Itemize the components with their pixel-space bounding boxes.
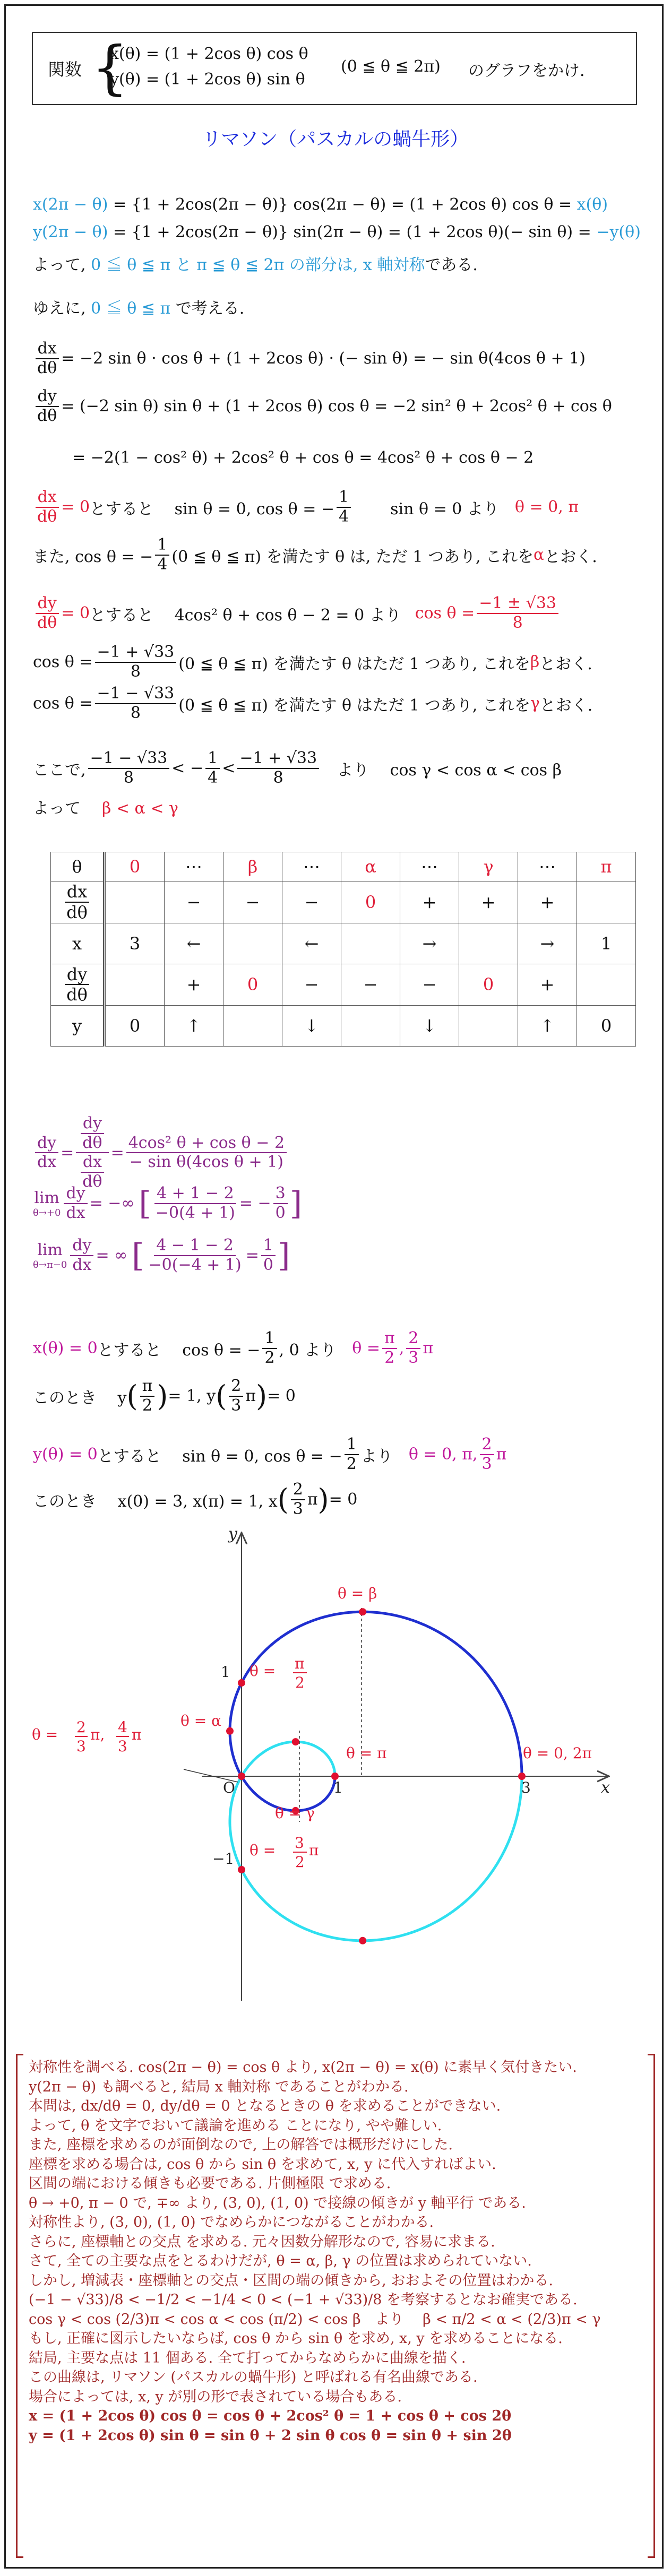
label-theta-alpha: θ = α bbox=[180, 1712, 222, 1730]
beta-line-1: $\frac{dy}{d\theta}$ = 0 とすると 4cos² θ + cos θ − 2 = 0 より cos θ = $\frac{-1 \pm √33}{8}$ bbox=[33, 594, 561, 632]
beta-line-2: cos θ = $\frac{-1 + √33}{8}$ (0 ≦ θ ≦ π) を満たす θ はただ 1 つあり, これを β とおく. bbox=[33, 643, 592, 681]
note-line: さて, 全ての主要な点をとるわけだが, θ = α, β, γ の位置は求められていない. bbox=[29, 2253, 532, 2269]
table-row-dx: $\frac{dx}{d\theta}$ − − − 0 + + + bbox=[51, 881, 636, 923]
sym-line-3: よって, 0 ≦ θ ≦ π と π ≦ θ ≦ 2π の部分は, x 軸対称である. bbox=[33, 256, 478, 274]
label-32-n: 3 bbox=[295, 1834, 304, 1852]
axis-label-x: x bbox=[601, 1778, 610, 1797]
alpha-line-1: $\frac{dx}{d\theta}$ = 0 とすると sin θ = 0, cos θ = − $\frac{1}{4}$ sin θ = 0 より θ = 0, π bbox=[33, 488, 579, 526]
note-line: cos γ < cos (2/3)π < cos α < cos (π/2) < cos β より β < π/2 < α < (2/3)π < γ bbox=[29, 2311, 601, 2328]
note-line: さらに, 座標軸との交点 を求める. 元々因数分解形なので, 容易に求まる. bbox=[29, 2233, 495, 2250]
label-23-pi2: π bbox=[132, 1726, 142, 1743]
deriv-dy: $\frac{dy}{d\theta}$ = (−2 sin θ) sin θ + (1 + 2cos θ) cos θ = −2 sin² θ + 2cos² θ + cos θ bbox=[33, 387, 612, 425]
note-line: 座標を求める場合は, cos θ から sin θ を求めて, x, y に代入すればよい. bbox=[29, 2156, 496, 2173]
note-line: 対称性より, (3, 0), (1, 0) でなめらかにつながることがわかる. bbox=[29, 2214, 434, 2231]
note-line: y = (1 + 2cos θ) sin θ = sin θ + 2 sin θ cos θ = sin θ + sin 2θ bbox=[29, 2427, 512, 2444]
problem-eq-x: x(θ) = (1 + 2cos θ) cos θ bbox=[110, 45, 308, 63]
note-line: (−1 − √33)/8 < −1/2 < −1/4 < 0 < (−1 + √33)/8 を考察するとなお確実である. bbox=[29, 2292, 578, 2308]
key-point bbox=[292, 1738, 299, 1745]
key-point bbox=[359, 1937, 366, 1944]
note-line: よって, θ を文字でおいて議論を進める ことになり, やや難しい. bbox=[29, 2117, 442, 2134]
tick-3-x: 3 bbox=[521, 1779, 531, 1796]
yzero-line-1: y(θ) = 0 とすると sin θ = 0, cos θ = − $\frac{1}{2}$ より θ = 0, π, $\frac{2}{3}$ π bbox=[33, 1435, 507, 1473]
note-line: 場合によっては, x, y が別の形で表されている場合もある. bbox=[29, 2388, 402, 2405]
table-row-y: y 0 ↑ ↓ ↓ ↑ 0 bbox=[51, 1006, 636, 1047]
brace-icon: { bbox=[91, 33, 128, 101]
sym-line-4: ゆえに, 0 ≦ θ ≦ π で考える. bbox=[33, 299, 245, 318]
label-theta-gamma: θ = γ bbox=[275, 1804, 315, 1822]
variation-table bbox=[50, 852, 636, 1047]
origin-label: O bbox=[223, 1779, 235, 1796]
label-theta-23: θ = bbox=[32, 1726, 58, 1743]
sym-line-1: x(2π − θ) = {1 + 2cos(2π − θ)} cos(2π − θ) = (1 + 2cos θ) cos θ = x(θ) bbox=[33, 195, 608, 214]
xzero-line-1: x(θ) = 0 とすると cos θ = − $\frac{1}{2}$ , 0 より θ = $\frac{\pi}{2}$ , $\frac{2}{3}$ π bbox=[33, 1329, 434, 1367]
label-23-d2: 3 bbox=[118, 1737, 127, 1755]
problem-instruction: のグラフをかけ. bbox=[468, 62, 585, 80]
label-pi2-d: 2 bbox=[295, 1674, 305, 1691]
key-point bbox=[359, 1608, 366, 1615]
label-23-n1: 2 bbox=[76, 1718, 86, 1736]
problem-range: (0 ≦ θ ≦ 2π) bbox=[341, 57, 441, 76]
order-line-2: よって β < α < γ bbox=[33, 799, 178, 818]
label-32-d: 2 bbox=[295, 1853, 305, 1871]
label-32-pi: π bbox=[309, 1842, 319, 1859]
deriv-dx: $\frac{dx}{d\theta}$ = −2 sin θ · cos θ + (1 + 2cos θ) · (− sin θ) = − sin θ(4cos θ + 1) bbox=[33, 340, 586, 377]
table-row-theta: θ 0 ⋯ β ⋯ α ⋯ γ ⋯ π bbox=[51, 852, 636, 881]
limacon-graph bbox=[0, 1523, 671, 2054]
label-pi2-n: π bbox=[295, 1655, 305, 1672]
sym-line-2: y(2π − θ) = {1 + 2cos(2π − θ)} sin(2π − θ) = (1 + 2cos θ)(− sin θ) = −y(θ) bbox=[33, 223, 641, 241]
tick-1-x: 1 bbox=[333, 1779, 343, 1796]
problem-eq-y: y(θ) = (1 + 2cos θ) sin θ bbox=[110, 70, 305, 89]
label-theta-pi2: θ = bbox=[250, 1662, 276, 1680]
note-line: もし, 正確に図示したいならば, cos θ から sin θ を求め, x, y を求めることになる. bbox=[29, 2330, 563, 2347]
note-line: 対称性を調べる. cos(2π − θ) = cos θ より, x(2π − θ) = x(θ) に素早く気付きたい. bbox=[29, 2059, 577, 2076]
tick-1-y: 1 bbox=[221, 1663, 230, 1681]
axis-label-y: y bbox=[228, 1525, 237, 1543]
key-point bbox=[226, 1727, 234, 1735]
note-line: この曲線は, リマソン (パスカルの蝸牛形) と呼ばれる有名曲線である. bbox=[29, 2369, 478, 2385]
deriv-dy-2: = −2(1 − cos² θ) + 2cos² θ + cos θ = 4cos² θ + cos θ − 2 bbox=[72, 448, 534, 467]
curve-upper bbox=[230, 1612, 522, 1811]
problem-label: 関数 bbox=[48, 59, 82, 80]
label-23-pi1: π, bbox=[90, 1726, 105, 1743]
label-theta-32: θ = bbox=[250, 1842, 276, 1859]
note-line: y(2π − θ) も調べると, 結局 x 軸対称 であることがわかる. bbox=[29, 2078, 409, 2095]
limit-pi-minus0: lim θ→π−0 $\frac{dy}{dx}$ = ∞ [ $\frac{4 - 1 - 2}{-0(-4 + 1)}$ = $\frac{1}{0}$ ] bbox=[33, 1236, 290, 1274]
tick-m1-y: −1 bbox=[212, 1850, 235, 1868]
alpha-line-2: また, cos θ = − $\frac{1}{4}$ (0 ≦ θ ≦ π) を満たす θ は, ただ 1 つあり, これを α とおく. bbox=[33, 535, 597, 574]
label-23-n2: 4 bbox=[118, 1718, 127, 1736]
label-theta-beta: θ = β bbox=[338, 1585, 377, 1602]
problem-box bbox=[32, 32, 637, 105]
key-point bbox=[238, 1679, 245, 1687]
gamma-line: cos θ = $\frac{-1 - √33}{8}$ (0 ≦ θ ≦ π) を満たす θ はただ 1 つあり, これを γ とおく. bbox=[33, 684, 593, 722]
note-line: しかし, 増減表・座標軸との交点・区間の端の傾きから, おおよその位置はわかる. bbox=[29, 2272, 553, 2289]
note-line: x = (1 + 2cos θ) cos θ = cos θ + 2cos² θ = 1 + cos θ + cos 2θ bbox=[29, 2408, 512, 2424]
note-line: θ → +0, π − 0 で, ∓∞ より, (3, 0), (1, 0) で接線の傾きが y 軸平行 である. bbox=[29, 2194, 526, 2211]
yzero-line-2: このとき x(0) = 3, x(π) = 1, x ( $\frac{2}{3}$ π ) = 0 bbox=[33, 1480, 358, 1518]
note-line: 結局, 主要な点は 11 個ある. 全て打ってからなめらかに曲線を描く. bbox=[29, 2349, 466, 2366]
page-title: リマソン（パスカルの蝸牛形） bbox=[202, 128, 469, 150]
table-row-x: x 3 ← ← → → 1 bbox=[51, 923, 636, 964]
note-line: 本問は, dx/dθ = 0, dy/dθ = 0 となるときの θ を求めることができない. bbox=[29, 2098, 501, 2114]
slope-formula: $\frac{dy}{dx}$ = $\frac{\frac{dy}{d\theta}}{\frac{dx}{d\theta}}$ = $\frac{\text{4cos² θ + cos θ − 2}}{\text{− sin θ(4cos θ + 1)}}$ bbox=[33, 1114, 289, 1191]
key-point bbox=[238, 1773, 245, 1780]
label-theta-zero: θ = 0, 2π bbox=[523, 1744, 592, 1762]
label-theta-pi: θ = π bbox=[346, 1744, 387, 1762]
table-row-dy: $\frac{dy}{d\theta}$ + 0 − − − 0 + bbox=[51, 964, 636, 1006]
note-line: 区間の端における傾きも必要である. 片側極限 で求める. bbox=[29, 2175, 391, 2192]
order-line-1: ここで, $\frac{-1 - √33}{8}$ < − $\frac{1}{4}$ < $\frac{-1 + √33}{8}$ より cos γ < cos α < cos β bbox=[33, 749, 562, 787]
limit-plus0: lim θ→+0 $\frac{dy}{dx}$ = −∞ [ $\frac{4 + 1 - 2}{-0(4 + 1)}$ = − $\frac{3}{0}$ ] bbox=[33, 1184, 303, 1222]
xzero-line-2: このとき y ( $\frac{\pi}{2}$ ) = 1, y ( $\frac{2}{3}$ π ) = 0 bbox=[33, 1377, 296, 1415]
notes-box bbox=[16, 2054, 655, 2558]
note-line: また, 座標を求めるのが面倒なので, 上の解答では概形だけにした. bbox=[29, 2137, 453, 2153]
key-point bbox=[238, 1866, 245, 1873]
label-23-d1: 3 bbox=[76, 1737, 86, 1755]
